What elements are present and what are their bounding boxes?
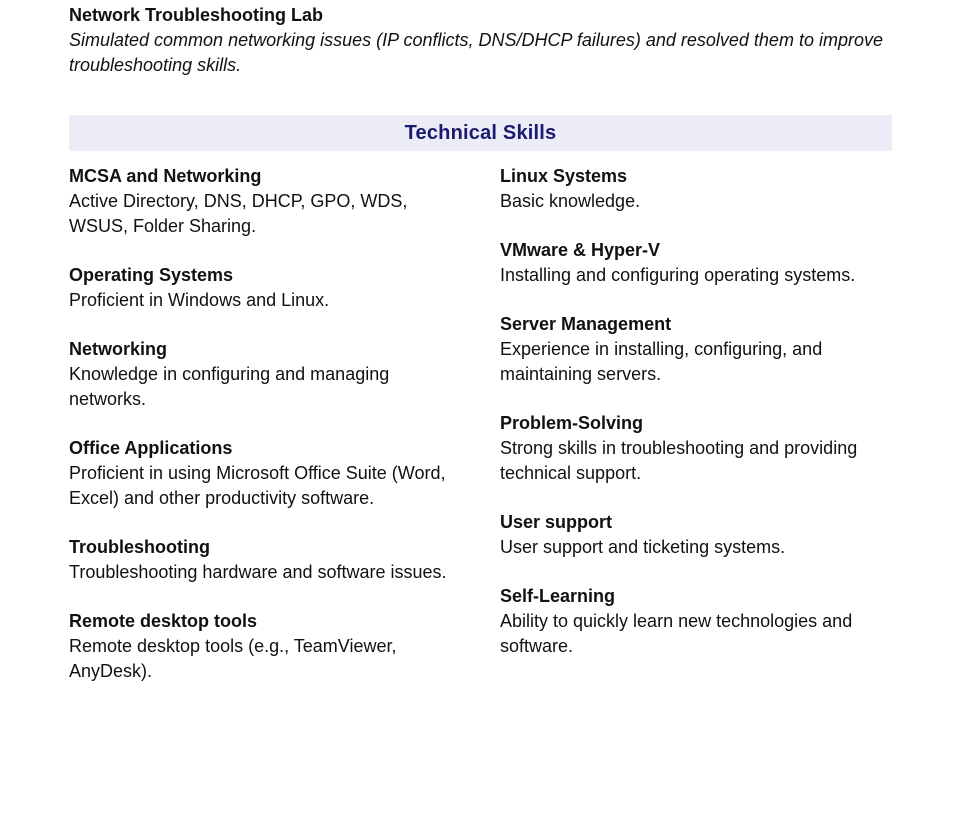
skills-column-left [69,164,449,708]
skill-name: Server Management [500,314,672,334]
skill-item [500,510,892,560]
skill-description: Proficient in Windows and Linux. [69,290,330,310]
skill-item [500,164,892,214]
skill-description: Troubleshooting hardware and software issues. [69,562,447,582]
skill-name: Remote desktop tools [69,611,258,631]
skill-description: User support and ticketing systems. [500,537,786,557]
skill-description: Ability to quickly learn new technologies and software. [500,611,853,656]
skill-name: Operating Systems [69,265,234,285]
skill-description: Proficient in using Microsoft Office Suite (Word, Excel) and other productivity software. [69,463,446,508]
skill-name: Networking [69,339,168,359]
skill-name: Linux Systems [500,166,628,186]
skill-item [69,164,449,239]
project-title: Network Troubleshooting Lab [69,5,324,25]
resume-page [69,3,892,708]
skill-name: Troubleshooting [69,537,210,557]
skill-item [500,312,892,387]
skill-item [500,238,892,288]
section-title: Technical Skills [404,121,557,144]
skill-name: VMware & Hyper-V [500,240,661,260]
skills-column-right [500,164,892,708]
skill-description: Remote desktop tools (e.g., TeamViewer, AnyDesk). [69,636,397,681]
skill-description: Strong skills in troubleshooting and providing technical support. [500,438,858,483]
skill-description: Active Directory, DNS, DHCP, GPO, WDS, WSUS, Folder Sharing. [69,191,408,236]
skill-name: Problem-Solving [500,413,644,433]
skill-item [500,584,892,659]
project-entry [69,3,892,78]
skill-description: Basic knowledge. [500,191,641,211]
section-header [69,115,892,151]
skill-name: User support [500,512,613,532]
skill-item [69,436,449,511]
skill-item [69,263,449,313]
skill-item [69,535,449,585]
skill-name: Office Applications [69,438,233,458]
skill-name: MCSA and Networking [69,166,262,186]
skill-description: Installing and configuring operating systems. [500,265,856,285]
skill-item [69,337,449,412]
skill-description: Knowledge in configuring and managing networks. [69,364,390,409]
project-description: Simulated common networking issues (IP conflicts, DNS/DHCP failures) and resolved them to improve troubleshooting skills. [69,30,883,75]
skill-description: Experience in installing, configuring, and maintaining servers. [500,339,823,384]
skill-item [500,411,892,486]
skill-name: Self-Learning [500,586,616,606]
skill-item [69,609,449,684]
skills-grid [69,164,892,708]
